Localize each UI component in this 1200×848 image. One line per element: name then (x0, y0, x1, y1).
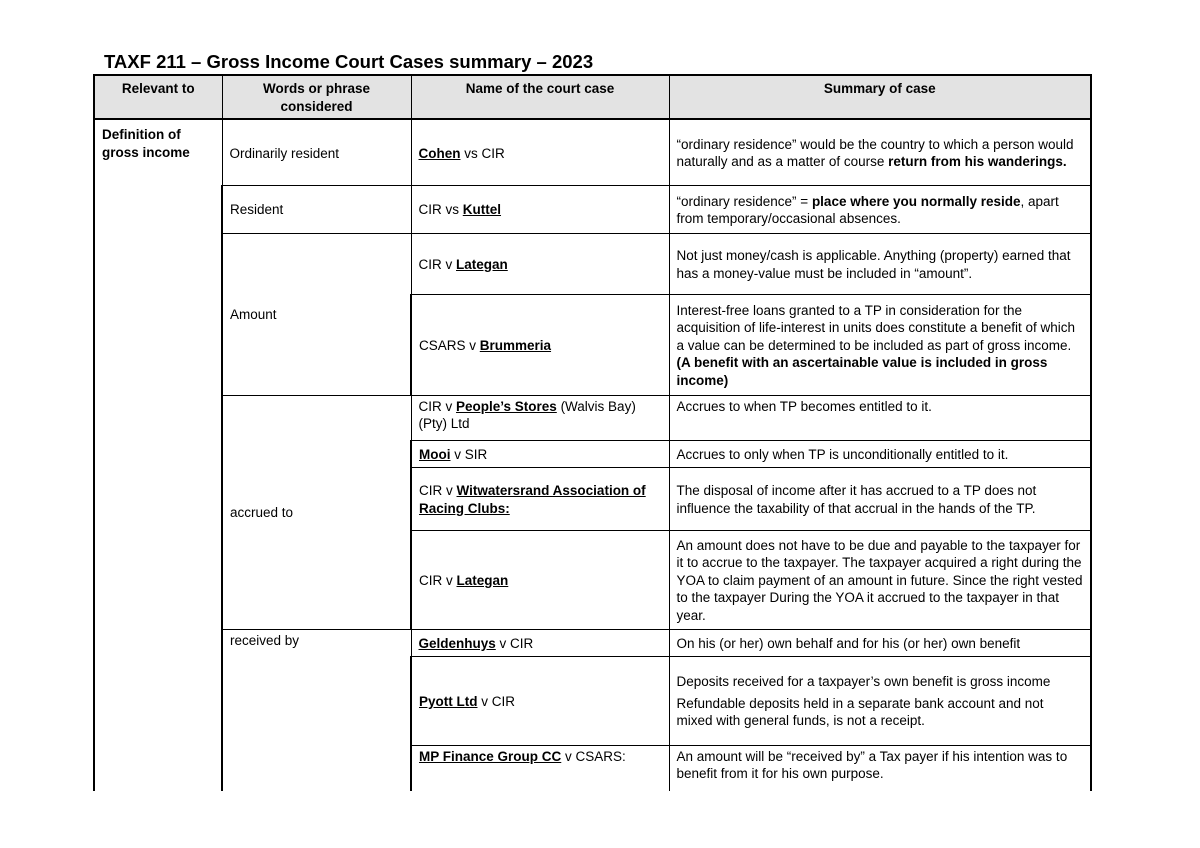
summary-cell (669, 119, 1091, 185)
case-name-cell (411, 440, 669, 467)
case-name-suffix: v CIR (477, 693, 516, 709)
phrase-cell: Ordinarily resident (222, 119, 411, 185)
summary-paragraph: Refundable deposits held in a separate bank account and not mixed with general funds, is not a receipt. (676, 695, 1044, 729)
header-words-or-phrase: Words or phrase considered (222, 75, 411, 119)
case-name-link: Brummeria (479, 337, 552, 353)
summary-cell: An amount does not have to be due and payable to the taxpayer for it to accrue to the taxpayer. The taxpayer acquired a right during the YOA to claim payment of an amount in future. Since the right vested to the taxpayer During the YOA it accrued to the taxpayer in that year. (669, 530, 1091, 629)
case-name-suffix: v SIR (450, 446, 488, 462)
phrase-cell: received by (222, 629, 411, 791)
summary-emphasis: place where you normally reside (811, 193, 1021, 209)
case-name-suffix: v CSARS: (561, 748, 626, 764)
header-relevant-to: Relevant to (94, 75, 222, 119)
case-name-link: People’s Stores (456, 398, 557, 414)
case-name-suffix: v CIR (495, 635, 534, 651)
case-name-suffix: vs CIR (460, 145, 505, 161)
case-name-cell (411, 119, 669, 185)
case-name-suffix: (Walvis Bay) (Pty) Ltd (418, 398, 636, 431)
summary-cell (669, 185, 1091, 233)
case-name-link: Lategan (456, 256, 508, 272)
case-name-link: Geldenhuys (418, 635, 496, 651)
case-name-prefix: CSARS v (419, 337, 480, 353)
case-name-link: Cohen (418, 145, 461, 161)
relevant-to-cell: Definition of gross income (94, 119, 222, 791)
case-name-prefix: CIR vs (418, 202, 463, 218)
case-name-prefix: CIR v (419, 572, 457, 588)
table-header-row (94, 75, 1091, 119)
table-row (94, 395, 1091, 440)
case-name-cell (411, 395, 669, 440)
summary-cell: Accrues to only when TP is unconditionally entitled to it. (669, 440, 1091, 467)
summary-emphasis: return from his wanderings. (888, 154, 1067, 170)
summary-cell: Not just money/cash is applicable. Anything (property) earned that has a money-value must be included in “amount”. (669, 233, 1091, 294)
summary-cell (669, 656, 1091, 745)
case-name-cell (411, 185, 669, 233)
table-row (94, 629, 1091, 656)
summary-cell: An amount will be “received by” a Tax payer if his intention was to benefit from it for his own purpose. (669, 745, 1091, 791)
court-cases-table (93, 74, 1092, 791)
case-name-link: MP Finance Group CC (419, 748, 562, 764)
summary-cell (669, 294, 1091, 395)
document-title: TAXF 211 – Gross Income Court Cases summary – 2023 (104, 51, 594, 72)
summary-text: Interest-free loans granted to a TP in consideration for the acquisition of life-interest in units does constitute a benefit of which a value can be determined to be included as part of gross income. (676, 302, 1075, 353)
summary-text: , apart from temporary/occasional absences. (676, 193, 1059, 226)
case-name-link: Lategan (456, 572, 509, 588)
case-name-link: Mooi (419, 446, 451, 462)
case-name-link: Witwatersrand Association of Racing Clubs: (419, 483, 646, 516)
case-name-cell (411, 467, 669, 530)
table-row (94, 119, 1091, 185)
summary-text: “ordinary residence” = (676, 193, 812, 209)
case-name-link: Kuttel (462, 202, 502, 218)
summary-cell: The disposal of income after it has accrued to a TP does not influence the taxability of that accrual in the hands of the TP. (669, 467, 1091, 530)
case-name-cell (411, 530, 669, 629)
summary-cell: On his (or her) own behalf and for his (or her) own benefit (669, 629, 1091, 656)
header-court-case-name: Name of the court case (411, 75, 669, 119)
case-name-prefix: CIR v (418, 256, 457, 272)
case-name-link: Pyott Ltd (419, 693, 478, 709)
case-name-prefix: CIR v (419, 483, 457, 498)
header-case-summary: Summary of case (669, 75, 1091, 119)
summary-text: “ordinary residence” would be the country to which a person would naturally and as a matter of course (676, 136, 1074, 170)
summary-paragraph: Deposits received for a taxpayer’s own benefit is gross income (676, 674, 1051, 690)
summary-emphasis: (A benefit with an ascertainable value is included in gross income) (676, 355, 1048, 388)
case-name-cell (411, 629, 669, 656)
case-name-cell (411, 745, 669, 791)
phrase-cell: Amount (222, 233, 411, 395)
case-name-prefix: CIR v (418, 398, 457, 414)
table-row (94, 233, 1091, 294)
summary-cell: Accrues to when TP becomes entitled to it. (669, 395, 1091, 440)
case-name-cell (411, 233, 669, 294)
table-row (94, 185, 1091, 233)
case-name-cell (411, 294, 669, 395)
phrase-cell: Resident (222, 185, 411, 233)
case-name-cell (411, 656, 669, 745)
phrase-cell: accrued to (222, 395, 411, 629)
